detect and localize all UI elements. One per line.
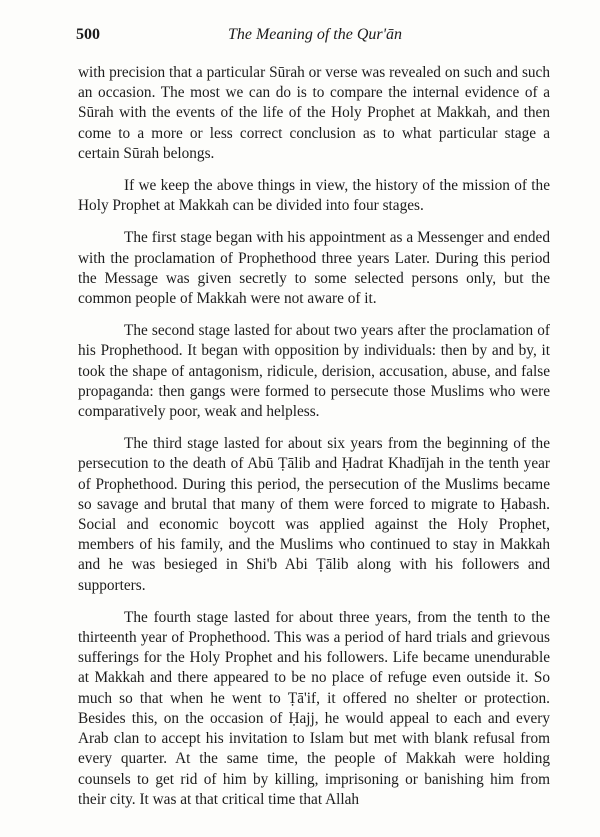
- paragraph-four-stages-intro: If we keep the above things in view, the history of the mission of the Holy Prophet at Makkah can be divided into four stages.: [78, 177, 550, 215]
- paragraph-continuation: with precision that a particular Sūrah or verse was revealed on such and such an occasion. The most we can do is to compare the internal evidence of a Sūrah with the events of the life of the Holy Prophet at Makkah, and then come to a more or less correct conclusion as to what particular stage a certain Sūrah belongs.: [78, 64, 550, 162]
- paragraph-second-stage: The second stage lasted for about two years after the proclamation of his Prophethood. It began with opposition by individuals: then by and by, it took the shape of antagonism, ridicule, derision, accusation, abuse, and false propaganda: then gangs were formed to persecute those Muslims who were comparatively poor, weak and helpless.: [78, 322, 550, 421]
- paragraph-first-stage: The first stage began with his appointment as a Messenger and ended with the proclamation of Prophethood three years Later. During this period the Message was given secretly to some selected persons only, but the common people of Makkah were not aware of it.: [78, 229, 550, 308]
- page-header: [76, 26, 554, 48]
- running-title: The Meaning of the Qur'ān: [227, 26, 403, 43]
- page-number: 500: [76, 26, 100, 43]
- paragraph-fourth-stage: The fourth stage lasted for about three years, from the tenth to the thirteenth year of Prophethood. This was a period of hard trials and grievous sufferings for the Holy Prophet and his followers. Life became unendurable at Makkah and there appeared to be no place of refuge even outside it. So much so that when he went to Ṭā'if, it offered no shelter or protection. Besides this, on the occasion of Ḥajj, he would appeal to each and every Arab clan to accept his invitation to Islam but met with blank refusal from every quarter. At the same time, the people of Makkah were holding counsels to get rid of him by killing, imprisoning or banishing him from their city. It was at that critical time that Allah: [78, 608, 550, 808]
- body-text: [78, 63, 550, 822]
- paragraph-third-stage: The third stage lasted for about six years from the beginning of the persecution to the death of Abū Ṭālib and Ḥadrat Khadījah in the tenth year of Prophethood. During this period, the persecution of the Muslims became so savage and brutal that many of them were forced to migrate to Ḥabash. Social and economic boycott was applied against the Holy Prophet, members of his family, and the Muslims who continued to stay in Makkah and he was besieged in Shi'b Abi Ṭālib along with his followers and supporters.: [78, 435, 550, 594]
